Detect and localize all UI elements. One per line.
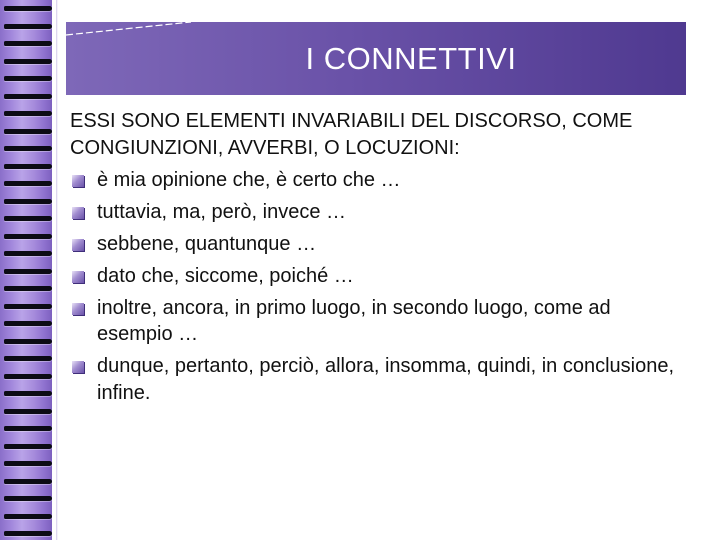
binding-ring bbox=[4, 164, 52, 169]
binding-ring bbox=[4, 251, 52, 256]
square-bullet-icon bbox=[72, 239, 84, 251]
binding-ring bbox=[4, 339, 52, 344]
binding-ring bbox=[4, 531, 52, 536]
list-item bbox=[70, 295, 690, 348]
binding-ring bbox=[4, 356, 52, 361]
bullet-list bbox=[70, 167, 690, 407]
binding-ring bbox=[4, 199, 52, 204]
binding-ring bbox=[4, 269, 52, 274]
binding-ring bbox=[4, 391, 52, 396]
binding-ring bbox=[4, 76, 52, 81]
binding-ring bbox=[4, 426, 52, 431]
binding-ring bbox=[4, 461, 52, 466]
square-bullet-icon bbox=[72, 361, 84, 373]
binding-ring bbox=[4, 59, 52, 64]
binding-ring bbox=[4, 496, 52, 501]
square-bullet-icon bbox=[72, 303, 84, 315]
binding-ring bbox=[4, 24, 52, 29]
binding-ring bbox=[4, 94, 52, 99]
binding-ring bbox=[4, 374, 52, 379]
square-bullet-icon bbox=[72, 175, 84, 187]
square-bullet-icon bbox=[72, 207, 84, 219]
list-item bbox=[70, 231, 690, 258]
list-item-text: dunque, pertanto, perciò, allora, insomma, quindi, in conclusione, infine. bbox=[97, 355, 675, 404]
binding-edge bbox=[52, 0, 56, 540]
binding-ring bbox=[4, 286, 52, 291]
list-item bbox=[70, 353, 690, 406]
binding-ring bbox=[4, 181, 52, 186]
list-item-text: sebbene, quantunque … bbox=[97, 232, 317, 255]
list-item-text: tuttavia, ma, però, invece … bbox=[97, 200, 347, 223]
binding-ring bbox=[4, 111, 52, 116]
binding-ring bbox=[4, 146, 52, 151]
list-item-text: inoltre, ancora, in primo luogo, in secondo luogo, come ad esempio … bbox=[97, 296, 611, 345]
binding-ring bbox=[4, 234, 52, 239]
binding-ring bbox=[4, 444, 52, 449]
slide-title: I CONNETTIVI bbox=[305, 40, 517, 76]
binding-ring bbox=[4, 216, 52, 221]
slide-content bbox=[70, 108, 690, 406]
binding-ring bbox=[4, 6, 52, 11]
intro-text: ESSI SONO ELEMENTI INVARIABILI DEL DISCORSO, COME CONGIUNZIONI, AVVERBI, O LOCUZIONI: bbox=[70, 110, 633, 159]
list-item-text: dato che, siccome, poiché … bbox=[97, 264, 354, 287]
list-item bbox=[70, 263, 690, 290]
list-item bbox=[70, 199, 690, 226]
notebook-binding bbox=[0, 0, 62, 540]
list-item bbox=[70, 167, 690, 194]
binding-ring bbox=[4, 514, 52, 519]
binding-ring bbox=[4, 409, 52, 414]
binding-ring bbox=[4, 304, 52, 309]
square-bullet-icon bbox=[72, 271, 84, 283]
binding-ring bbox=[4, 321, 52, 326]
binding-ring bbox=[4, 129, 52, 134]
list-item-text: è mia opinione che, è certo che … bbox=[97, 168, 401, 191]
binding-ring bbox=[4, 479, 52, 484]
binding-ring bbox=[4, 41, 52, 46]
